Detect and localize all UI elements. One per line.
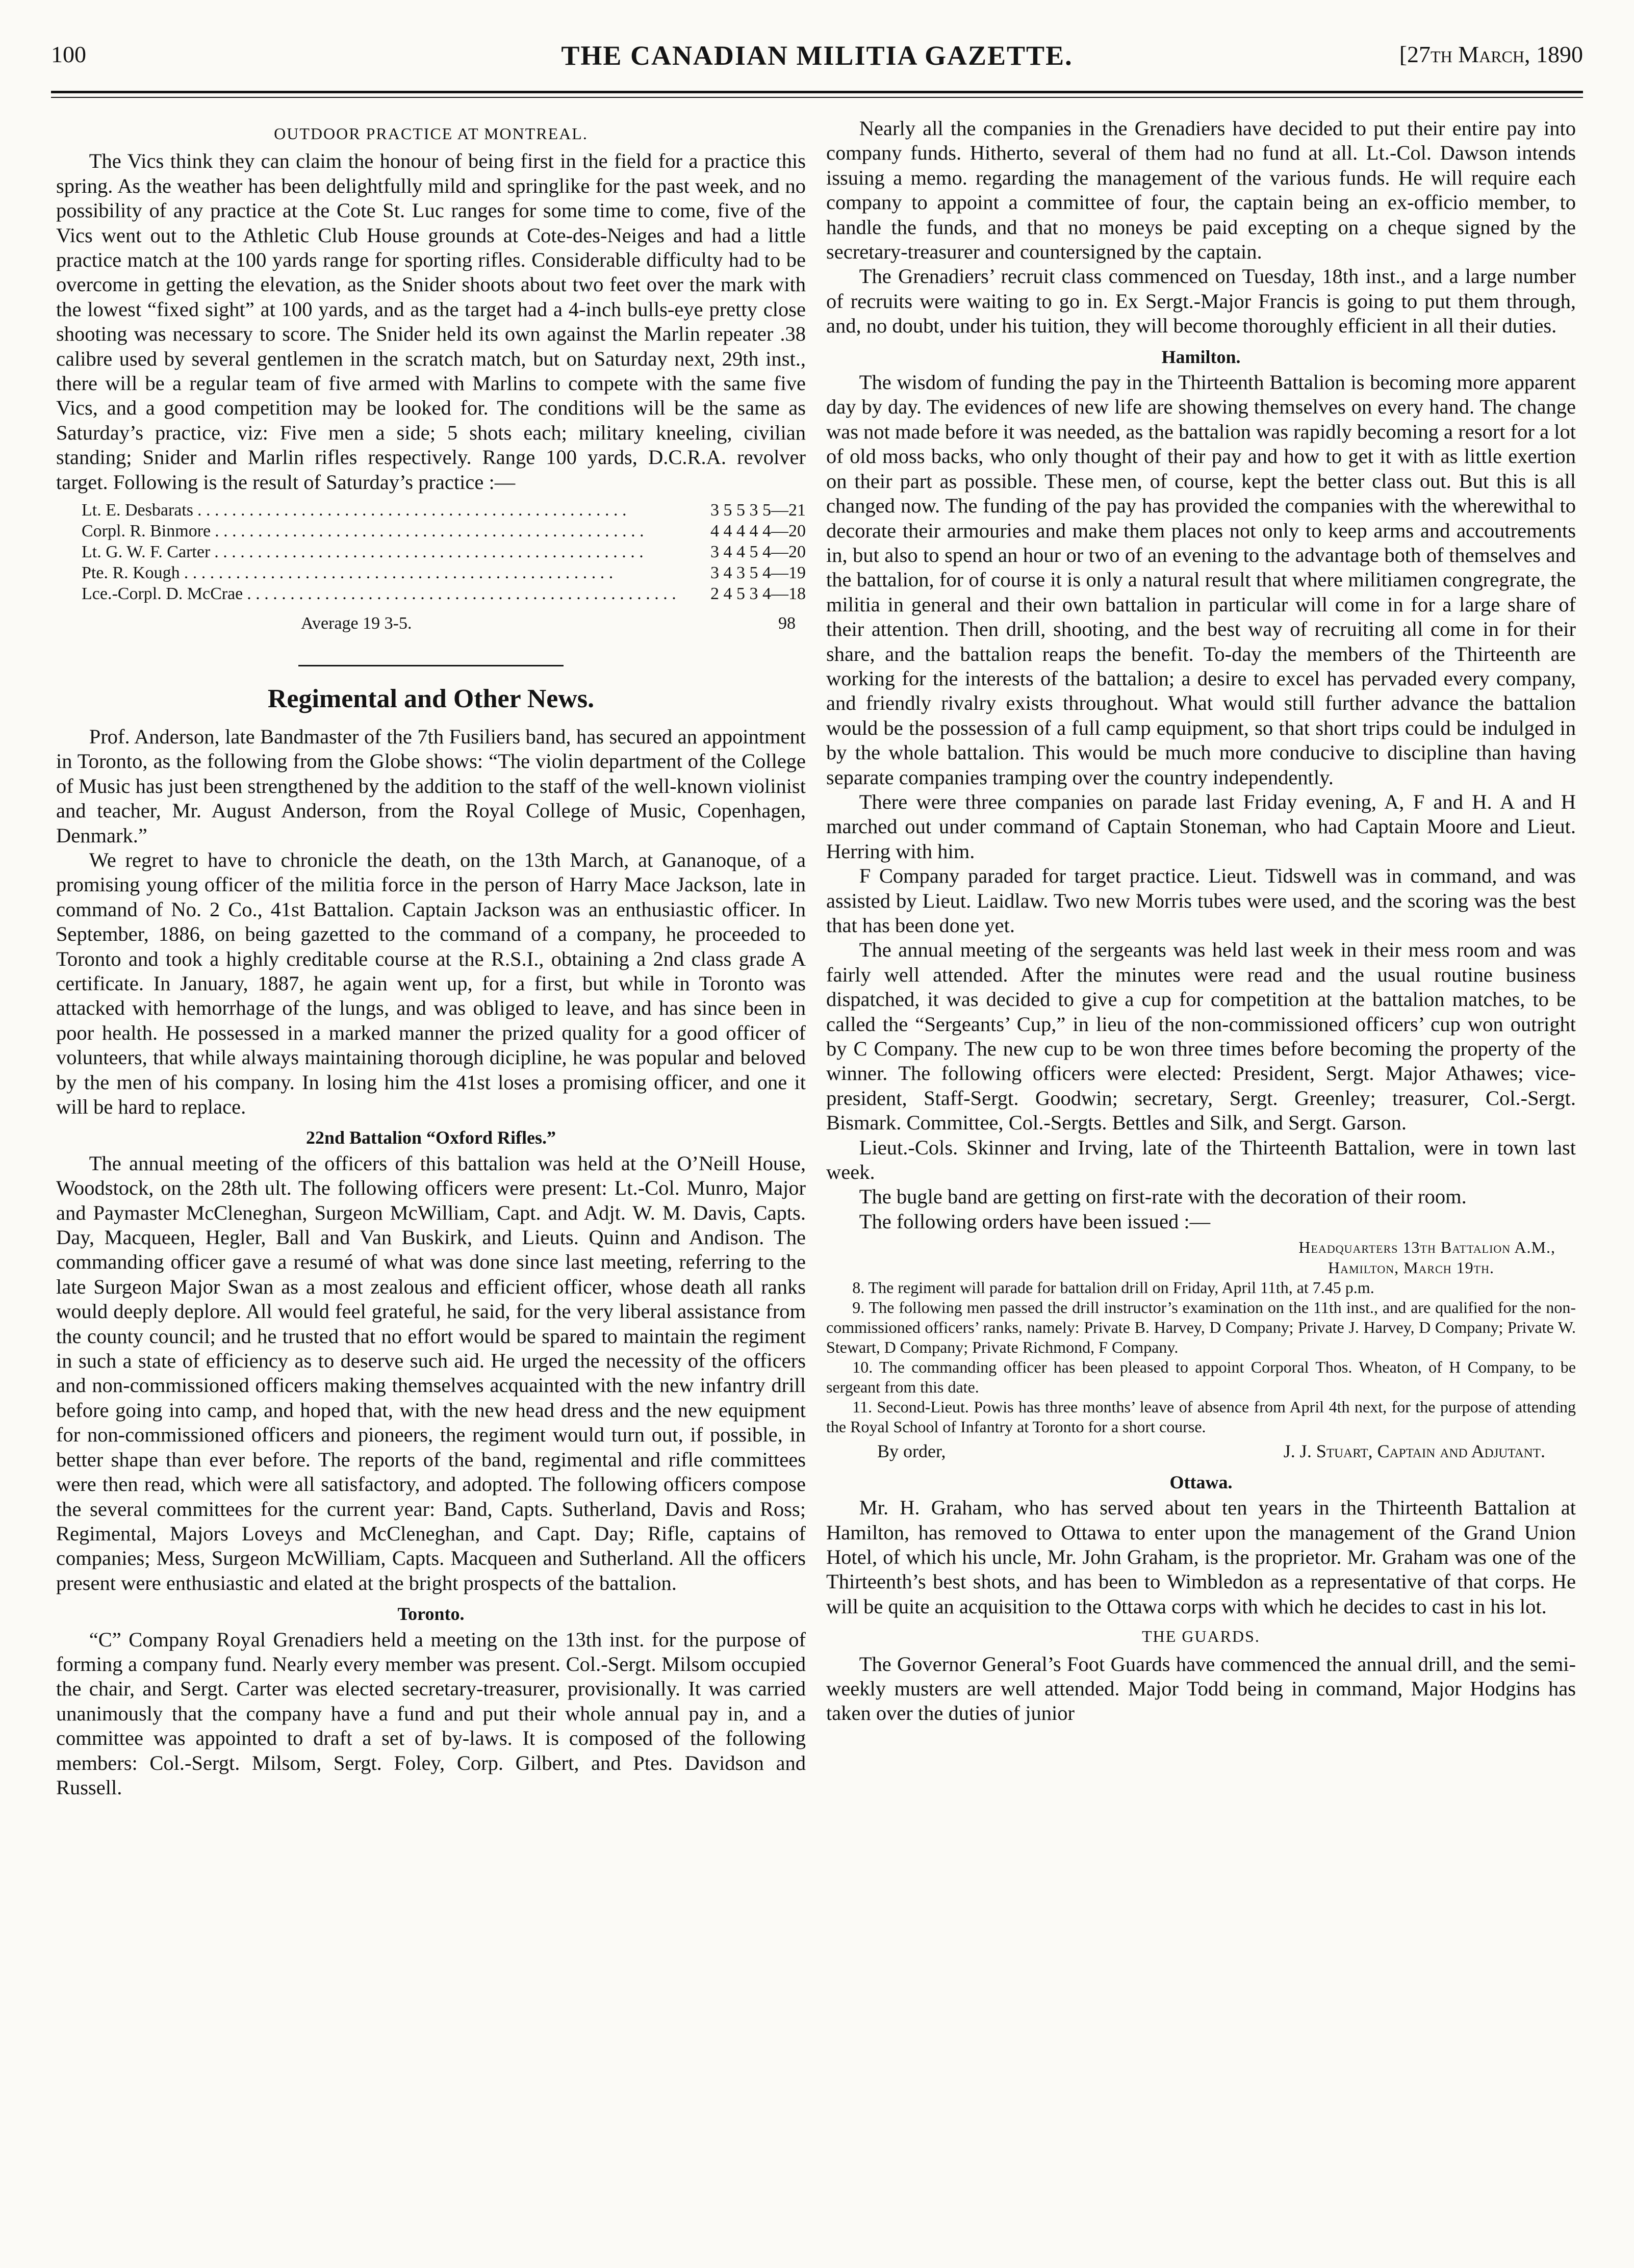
signature: J. J. Stuart, Captain and Adjutant. [1283,1441,1545,1462]
hamilton-paragraph: There were three companies on parade last Friday evening, A, F and H. A and H marched out under command of Captain Stoneman, who had Captain Moore and Lieut. Herring with him. [826,790,1576,863]
leader-dots: . . . . . . . . . . . . . . . . . . . . . . . . . . . . . . . . . . . . . . . . . . . . . . . . . . [184,563,614,583]
score-average [56,611,806,636]
left-column [56,116,806,2248]
outdoor-heading: OUTDOOR PRACTICE AT MONTREAL. [274,124,588,143]
score-total: 98 [778,614,796,633]
score-row [56,500,806,521]
leader-dots: . . . . . . . . . . . . . . . . . . . . . . . . . . . . . . . . . . . . . . . . . . . . . . . . . . [197,501,627,520]
score-value: 2 4 5 3 4—18 [710,584,806,604]
hamilton-paragraph: The bugle band are getting on first-rate with the decoration of their room. [859,1185,1467,1208]
order-item: 10. The commanding officer has been pleased to appoint Corporal Thos. Wheaton, of H Company, to be sergeant from this date. [826,1358,1576,1397]
hamilton-paragraph: The wisdom of funding the pay in the Thirteenth Battalion is becoming more apparent day by day. The evidences of new life are showing themselves on every hand. The change was not made before it was needed, as the battalion was rapidly becoming a resort for a lot of old moss backs, who only thought of their pay and how to get it with as little exertion on their part as possible. These men, of course, kept the better class out. But this is all changed now. The funding of the pay has provided the companies with the wherewithal to decorate their armouries and make them places not only to keep arms and accoutrements in, but also to spend an hour or two of an evening to the advantage both of themselves and the battalion, for of course it is only a natural result that where militiamen congregrate, the militia in general and their own battalion in particular will come in for a large share of their attention. Then drill, shooting, and the best way of recruiting all come in for their share, and the battalion reaps the benefit. To-day the members of the Thirteenth are working for the interests of the battalion; a desire to excel has pervaded every company, and friendly rivalry exists throughout. What would still further advance the battalion would be the possession of a full camp equipment, so that short trips could be indulged in by the whole battalion. This would be much more conducive to discipline than having separate companies tramping over the country independently. [826,371,1576,789]
score-value: 3 5 5 3 5—21 [710,501,806,520]
order-item: 8. The regiment will parade for battalion drill on Friday, April 11th, at 7.45 p.m. [852,1278,1374,1297]
score-row [56,583,806,604]
hamilton-paragraph: F Company paraded for target practice. Lieut. Tidswell was in command, and was assisted by Lieut. Laidlaw. Two new Morris tubes were used, and the scoring was the best that has been done yet. [826,864,1576,937]
issue-date: [27th March, 1890 [1399,41,1583,67]
score-name: Lt. E. Desbarats [82,501,194,520]
outdoor-body: The Vics think they can claim the honour of being first in the field for a practice this spring. As the weather has been delightfully mild and springlike for the past week, and no possibility of any practice at the Cote St. Luc ranges for some time to come, five of the Vics went out to the Athletic Club House grounds at Cote-des-Neiges and had a little practice match at the 100 yards range for sporting rifles. Considerable difficulty had to be overcome in getting the elevation, as the Snider shoots about two feet over the mark with the lowest “fixed sight” at 100 yards, and as the target had a 4-inch bulls-eye pretty close shooting was necessary to score. The Snider held its own against the Marlin repeater .38 calibre used by several gentlemen in the scratch match, but on Saturday next, 29th inst., there will be a regular team of five armed with Marlins to compete with the same five Vics, and a good competition may be looked for. The conditions will be the same as Saturday’s practice, viz: Five men a side; 5 shots each; military kneeling, civilian standing; Snider and Marlin rifles respectively. Range 100 yards, D.C.R.A. revolver target. Following is the result of Saturday’s practice :— [56,149,806,494]
guards-heading: THE GUARDS. [1142,1627,1260,1646]
toronto-paragraph: The Grenadiers’ recruit class commenced on Tuesday, 18th inst., and a large number of recruits were waiting to go in. Ex Sergt.-Major Francis is going to put them through, and, no doubt, under his tuition, they will become thoroughly efficient in all their duties. [826,265,1576,338]
orders-headquarters: Headquarters 13th Battalion A.M., [1298,1238,1555,1257]
header-rule-thick [51,91,1583,93]
toronto-heading: Toronto. [397,1604,465,1625]
score-row [56,562,806,583]
page-number: 100 [51,41,86,67]
score-table [56,500,806,636]
score-value: 4 4 4 4 4—20 [710,522,806,541]
regimental-paragraph: We regret to have to chronicle the death, on the 13th March, at Gananoque, of a promising young officer of the militia force in the person of Harry Mace Jackson, late in command of No. 2 Co., 41st Battalion. Captain Jackson was an enthusiastic officer. In September, 1886, on being gazetted to the command of a company, he proceeded to Toronto and took a highly creditable course at the R.S.I., obtaining a 2nd class grade A certificate. In January, 1887, he again went up, for a first, but while in Toronto was attacked with hemorrhage of the lungs, and was obliged to leave, and has since been in poor health. He possessed in a marked manner the prized quality for a good officer of volunteers, that while always maintaining thorough dicipline, he was popular and beloved by the men of his company. In losing him the 41st loses a promising officer, and one it will be hard to replace. [56,848,806,1118]
page-header [51,25,1583,97]
guards-body: The Governor General’s Foot Guards have commenced the annual drill, and the semi-weekly musters are well attended. Major Todd being in command, Major Hodgins has taken over the duties of junior [826,1652,1576,1725]
score-value: 3 4 3 5 4—19 [710,563,806,583]
score-row [56,521,806,542]
average-label: Average 19 3-5. [301,614,412,633]
ottawa-heading: Ottawa. [1169,1472,1233,1492]
hamilton-paragraph: The annual meeting of the sergeants was held last week in their mess room and was fairly well attended. After the minutes were read and the usual routine business dispatched, it was decided to give a cup for competition at the battalion matches, to be called the “Sergeants’ Cup,” in lieu of the non-commissioned officers’ cup won outright by C Company. The new cup to be won three times before becoming the property of the winner. The following officers were elected: President, Sergt. Major Athawes; vice-president, Staff-Sergt. Goodwin; secretary, Sergt. Greenley; treasurer, Col.-Sergt. Bismark. Committee, Col.-Sergts. Bettles and Silk, and Sergt. Garson. [826,938,1576,1135]
hamilton-heading: Hamilton. [1161,346,1241,367]
hamilton-paragraph: The following orders have been issued :— [859,1209,1211,1233]
oxford-heading: 22nd Battalion “Oxford Rifles.” [305,1127,556,1148]
orders-signoff [826,1439,1576,1463]
toronto-paragraph: “C” Company Royal Grenadiers held a meeting on the 13th inst. for the purpose of forming a company fund. Nearly every member was present. Col.-Sergt. Milsom occupied the chair, and Sergt. Carter was elected secretary-treasurer, provisionally. It was carried unanimously that the company have a fund and put their whole annual pay in, and a committee was appointed to draft a set of by-laws. It is composed of the following members: Col.-Sergt. Milsom, Sergt. Foley, Corp. Gilbert, and Ptes. Davidson and Russell. [56,1628,806,1799]
score-name: Lce.-Corpl. D. McCrae [82,584,243,604]
publication-title: THE CANADIAN MILITIA GAZETTE. [561,40,1073,71]
order-item: 11. Second-Lieut. Powis has three months’ leave of absence from April 4th next, for the purpose of attending the Royal School of Infantry at Toronto for a short course. [826,1398,1576,1436]
toronto-paragraph: Nearly all the companies in the Grenadiers have decided to put their entire pay into company funds. Hitherto, several of them had no fund at all. Lt.-Col. Dawson intends issuing a memo. regarding the management of the various funds. He will require each company to appoint a committee of four, the captain being an ex-officio member, to handle the funds, and that no moneys be paid excepting on a cheque signed by the secretary-treasurer and countersigned by the captain. [826,117,1576,264]
regimental-heading: Regimental and Other News. [267,684,595,713]
orders-place-date: Hamilton, March 19th. [1327,1258,1494,1277]
score-row [56,542,806,562]
score-name: Corpl. R. Binmore [82,522,211,541]
leader-dots: . . . . . . . . . . . . . . . . . . . . . . . . . . . . . . . . . . . . . . . . . . . . . . . . . . [215,522,644,541]
leader-dots: . . . . . . . . . . . . . . . . . . . . . . . . . . . . . . . . . . . . . . . . . . . . . . . . . . [247,584,676,604]
header-rule-thin [51,97,1583,98]
score-name: Lt. G. W. F. Carter [82,543,211,562]
oxford-body: The annual meeting of the officers of this battalion was held at the O’Neill House, Woodstock, on the 28th ult. The following officers were present: Lt.-Col. Munro, Major and Paymaster McCleneghan, Surgeon McWilliam, Capt. and Adjt. W. M. Davis, Capts. Day, Macqueen, Hegler, Ball and Van Buskirk, and Lieuts. Quinn and Andison. The commanding officer gave a resumé of what was done since last meeting, referring to the late Surgeon Major Swan as a most zealous and efficient officer, whose death all ranks would deeply deplore. All would feel grateful, he said, for the very liberal assistance from the county council; and he trusted that no effort would be spared to maintain the regiment in such a state of efficiency as to deserve such aid. He urged the necessity of the officers and non-commissioned officers making themselves acquainted with the new infantry drill before going into camp, and hoped that, with the new head dress and the new equipment for non-commissioned officers and pioneers, the regiment would turn out, if possible, in better shape than ever before. The reports of the band, regimental and rifle committees were then read, which were all satisfactory, and adopted. The following officers compose the several committees for the current year: Band, Capts. Sutherland, Davis and Ross; Regimental, Majors Loveys and McCleneghan, and Capt. Day; Rifle, captains of companies; Mess, Surgeon McWilliam, Capts. Macqueen and Sutherland. All the officers present were enthusiastic and elated at the bright prospects of the battalion. [56,1151,806,1594]
order-item: 9. The following men passed the drill instructor’s examination on the 11th inst., and are qualified for the non-commissioned officers’ ranks, namely: Private B. Harvey, D Company; Private J. Harvey, D Company; Private W. Stewart, D Company; Private Richmond, F Company. [826,1298,1576,1357]
leader-dots: . . . . . . . . . . . . . . . . . . . . . . . . . . . . . . . . . . . . . . . . . . . . . . . . . . [214,543,644,562]
by-order-label: By order, [877,1441,946,1462]
right-column [826,116,1576,2248]
hamilton-paragraph: Lieut.-Cols. Skinner and Irving, late of the Thirteenth Battalion, were in town last week. [826,1136,1576,1184]
section-divider [298,665,564,666]
ottawa-body: Mr. H. Graham, who has served about ten years in the Thirteenth Battalion at Hamilton, has removed to Ottawa to enter upon the management of the Grand Union Hotel, of which his uncle, Mr. John Graham, is the proprietor. Mr. Graham was one of the Thirteenth’s best shots, and has been to Wimbledon as a representative of that corps. He will be quite an acquisition to the Ottawa corps with which he decides to cast in his lot. [826,1496,1576,1618]
score-value: 3 4 4 5 4—20 [710,543,806,562]
regimental-paragraph: Prof. Anderson, late Bandmaster of the 7th Fusiliers band, has secured an appointment in Toronto, as the following from the Globe shows: “The violin department of the College of Music has just been strengthened by the addition to the staff of the well-known violinist and teacher, Mr. August Anderson, from the Royal College of Music, Copenhagen, Denmark.” [56,725,806,847]
score-name: Pte. R. Kough [82,563,180,583]
